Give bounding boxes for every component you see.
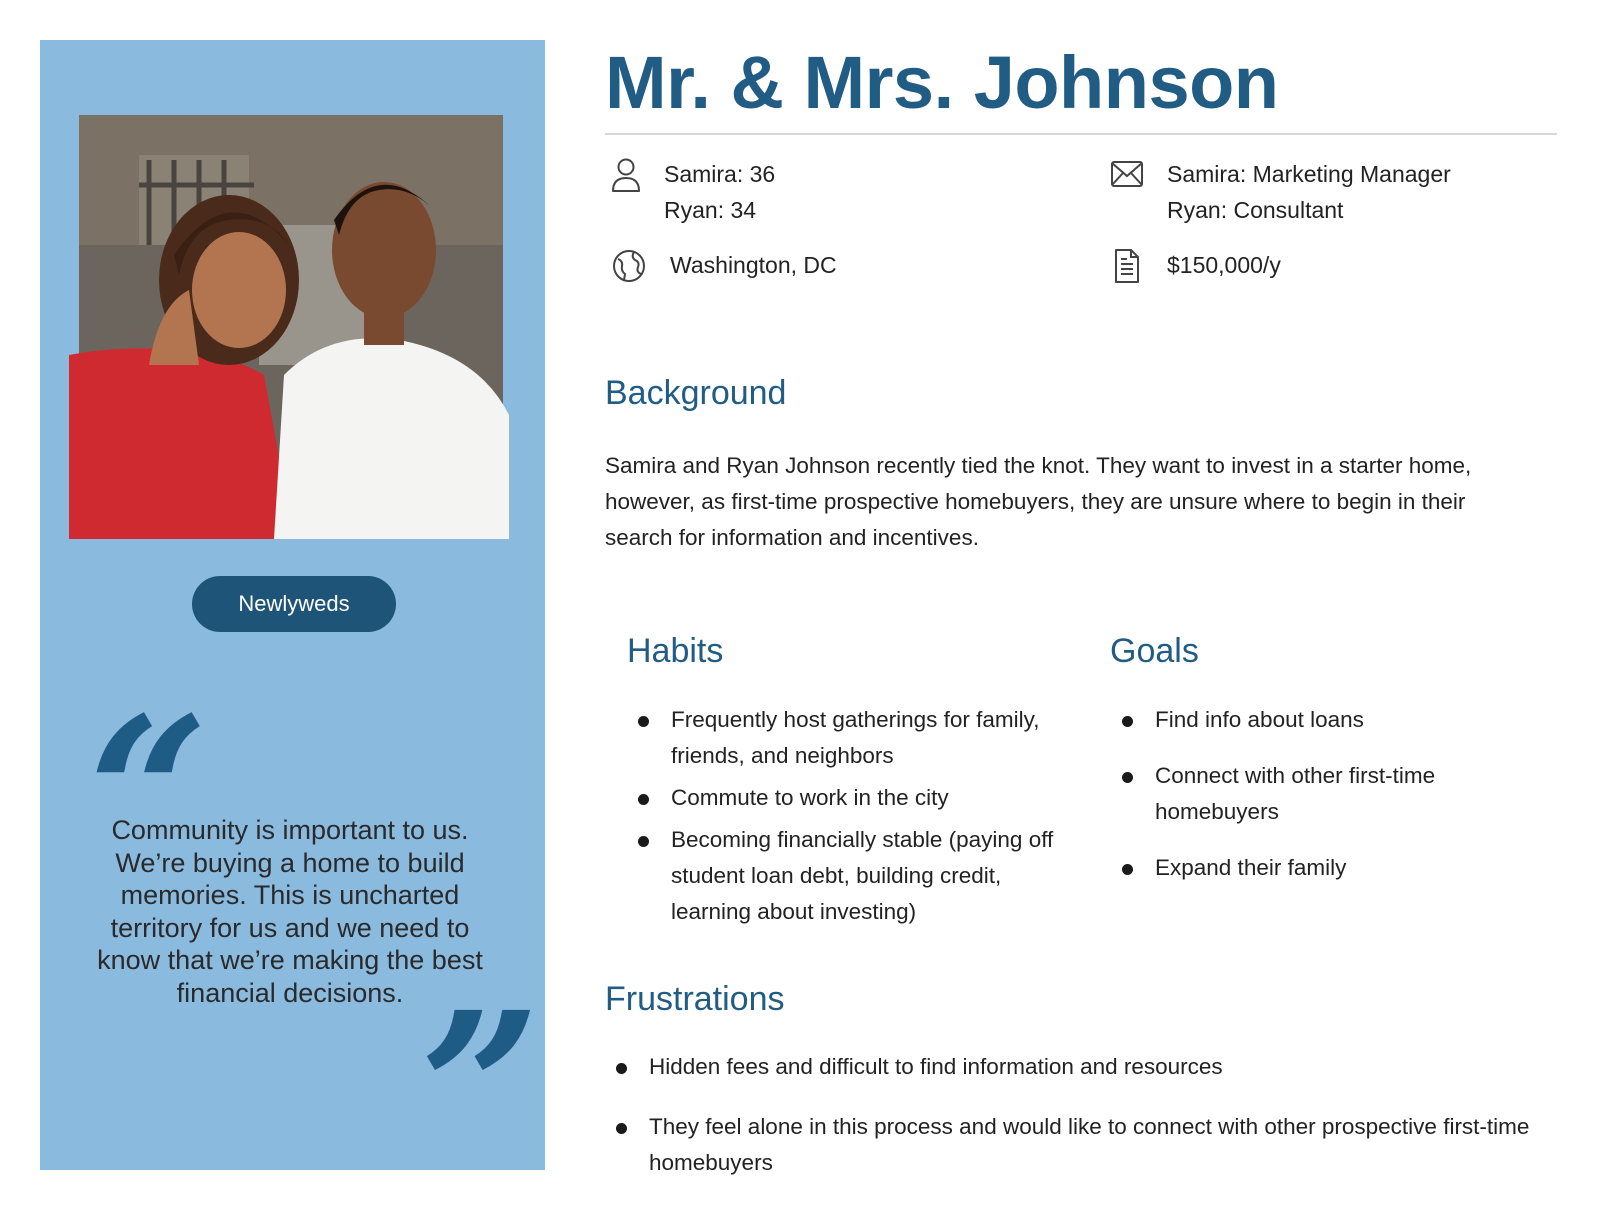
list-item: Hidden fees and difficult to find information and resources [614,1049,1559,1085]
occupation-ryan: Ryan: Consultant [1167,197,1344,223]
globe-icon [612,249,646,283]
couple-photo [79,115,503,539]
location-info: Washington, DC [670,252,837,278]
frustrations-list [614,1049,1559,1181]
list-item: Find info about loans [1120,702,1500,738]
background-text: Samira and Ryan Johnson recently tied the knot. They want to invest in a starter home, however, as first-time prospective homebuyers, they are unsure where to begin in their search for information and incentives. [605,453,1472,550]
background-heading: Background [605,374,787,412]
occupation-samira: Samira: Marketing Manager [1167,161,1451,187]
envelope-icon [1110,160,1144,188]
list-item: They feel alone in this process and would like to connect with other prospective first-time homebuyers [614,1109,1559,1181]
habits-heading: Habits [627,632,724,670]
age-ryan: Ryan: 34 [664,197,757,223]
age-samira: Samira: 36 [664,161,776,187]
list-item: Becoming financially stable (paying off student loan debt, building credit, learning about investing) [636,822,1086,930]
open-quote-icon: “ [88,671,209,918]
habits-list [636,702,1086,930]
goals-list [1120,702,1500,886]
person-icon [610,157,642,193]
frustrations-heading: Frustrations [605,980,785,1018]
persona-tag-badge[interactable]: Newlyweds [192,576,396,632]
list-item: Frequently host gatherings for family, friends, and neighbors [636,702,1086,774]
document-icon [1113,248,1141,284]
occupation-info [1167,156,1451,228]
goals-heading: Goals [1110,632,1199,670]
persona-quote: Community is important to us. We’re buying a home to build memories. This is uncharted territory for us and we need to know that we’re making the best financial decisions. [97,815,483,1008]
persona-name: Mr. & Mrs. Johnson [605,41,1279,124]
list-item: Commute to work in the city [636,780,1086,816]
ages-info [664,156,775,228]
list-item: Connect with other first-time homebuyers [1120,758,1500,830]
title-divider [605,133,1557,135]
income-info: $150,000/y [1167,252,1281,278]
close-quote-icon: ” [420,966,541,1213]
list-item: Expand their family [1120,850,1500,886]
couple-photo-image [79,115,503,539]
